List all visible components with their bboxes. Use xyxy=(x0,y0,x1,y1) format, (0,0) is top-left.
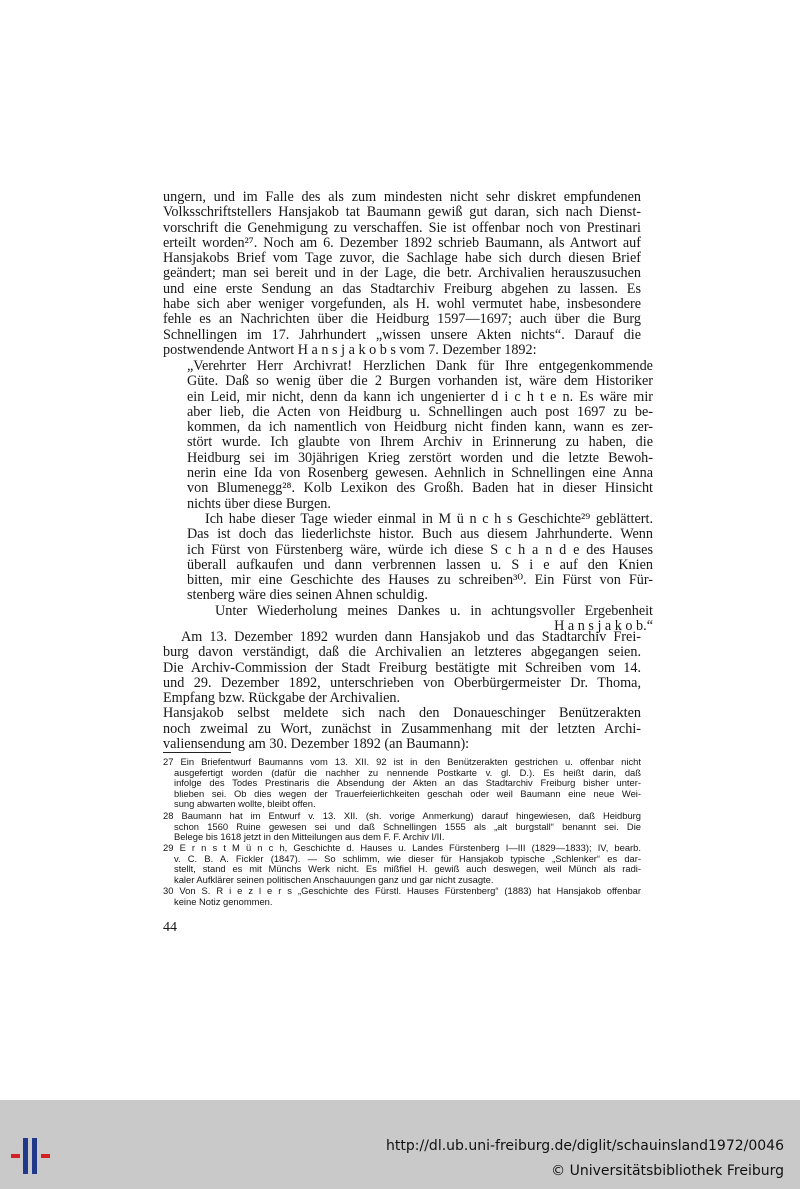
text-line: burg davon verständigt, daß die Archivalien an letzteres abgegangen seien. xyxy=(163,645,641,661)
footnote-divider xyxy=(163,752,231,753)
text-line: Hansjakob selbst meldete sich nach den Donaueschinger Benützerakten xyxy=(163,706,641,722)
page-number: 44 xyxy=(163,920,177,935)
quoted-letter xyxy=(175,359,653,634)
footnote-number: 28 xyxy=(163,811,174,821)
footnote-line: ausgefertigt worden (dafür die nachher zu nennende Postkarte v. gl. D.). Es heißt darin, daß xyxy=(174,767,641,778)
footnote-number: 29 xyxy=(163,843,174,853)
footnote-line: v. C. B. A. Fickler (1847). — So schlimm, wie dieser für Hansjakob typische „Schlenker“ es dar- xyxy=(174,853,641,864)
text-line: habe sich aber weniger vorgefunden, als H. wohl vermutet habe, insbesondere xyxy=(163,297,641,313)
footnote-line: kaler Aufklärer seinen politischen Anschauungen ganz und gar nicht zusagte. xyxy=(174,874,494,885)
footnote-30 xyxy=(163,886,641,907)
quote-line: Das ist doch das liederlichste histor. Buch aus diesem Jahrhunderte. Wenn xyxy=(187,527,653,543)
closing-paragraph xyxy=(163,630,641,752)
quote-line: bitten, mir eine Geschichte des Hauses zu schreiben³⁰. Ein Fürst von Für- xyxy=(187,573,653,589)
quote-line: von Blumenegg²⁸. Kolb Lexikon des Großh. Baden hat in dieser Hinsicht xyxy=(187,481,653,497)
footnote-line: stellt, stand es mit Münchs Werk nicht. Es mißfiel H. gewiß auch deswegen, weil Münch als radi- xyxy=(174,864,641,875)
quote-line: ein Leid, mir nicht, denn da kann ich ungenierter d i c h t e n. Es wäre mir xyxy=(187,389,653,405)
logo-red-dash xyxy=(41,1154,50,1158)
text-line: fehle es an Nachrichten über die Heidburg 1597—1697; auch über die Burg xyxy=(163,312,641,328)
ub-freiburg-logo-icon[interactable] xyxy=(10,1136,54,1178)
logo-blue-bar xyxy=(32,1138,37,1174)
footnote-line xyxy=(163,843,641,854)
text-line: Empfang bzw. Rückgabe der Archivalien. xyxy=(163,691,401,707)
quote-line: aber lieb, die Acten von Heidburg u. Schnellingen auch post 1697 zu be- xyxy=(187,404,653,420)
text-line: Am 13. Dezember 1892 wurden dann Hansjakob und das Stadtarchiv Frei- xyxy=(181,630,641,645)
quote-line: stört wurde. Ich glaubte von Ihrem Archiv in Erinnerung zu haben, die xyxy=(187,435,653,451)
text-line: Volksschriftstellers Hansjakob tat Baumann gewiß gut daran, sich nach Dienst- xyxy=(163,205,641,221)
text-line: postwendende Antwort H a n s j a k o b s vom 7. Dezember 1892: xyxy=(163,342,537,358)
footnote-line: keine Notiz genommen. xyxy=(174,896,273,907)
text-line: Hansjakobs Brief vom Tage zuvor, die Sachlage habe sich durch diesen Brief xyxy=(163,251,641,267)
footnote-number: 27 xyxy=(163,757,174,767)
text-line: Schnellingen im 17. Jahrhundert „wissen unsere Akten nichts“. Darauf die xyxy=(163,327,641,343)
footnote-line: schon 1560 Ruine gewesen sei und daß Schnellingen 1555 als „alt burgstall“ benannt sei. Die xyxy=(174,821,641,832)
closing-line: Unter Wiederholung meines Dankes u. in achtungsvoller Ergebenheit xyxy=(215,603,653,619)
footnote-29 xyxy=(163,843,641,885)
text-line: geändert; man sei bereit und in der Lage, die betr. Archivalien herauszusuchen xyxy=(163,266,641,282)
signature-line: H a n s j a k o b.“ xyxy=(554,619,653,635)
quote-line: kommen, da ich namentlich von Heidburg nicht finden kann, wann es zer- xyxy=(187,420,653,436)
quote-line: Ich habe dieser Tage wieder einmal in M ü n c h s Geschichte²⁹ geblättert. xyxy=(205,511,653,527)
footnote-line: infolge des Todes Prestinaris die Absendung der Akten an das Stadtarchiv Freiburg bisher unter- xyxy=(174,778,641,789)
footnote-line: Belege bis 1618 jetzt in den Mitteilungen aus dem F. F. Archiv I/II. xyxy=(174,832,445,843)
quote-line: überall aufkaufen und dann verbrennen lassen u. S i e auf den Knien xyxy=(187,557,653,573)
footnote-line xyxy=(163,811,641,822)
footnote-number: 30 xyxy=(163,886,174,896)
footnote-line xyxy=(163,886,641,897)
quote-line: Güte. Daß so wenig über die 2 Burgen vorhanden ist, wäre dem Historiker xyxy=(187,374,653,390)
text-line: erteilt worden²⁷. Noch am 6. Dezember 1892 schrieb Baumann, als Antwort auf xyxy=(163,235,641,251)
footnote-27 xyxy=(163,757,641,810)
footnote-text: Baumann hat im Entwurf v. 13. XII. (sh. vorige Anmerkung) darauf hingewiesen, daß Heidburg xyxy=(181,811,641,821)
logo-red-dash xyxy=(11,1154,20,1158)
text-line: und 29. Dezember 1892, unterschrieben von Oberbürgermeister Dr. Thoma, xyxy=(163,675,641,691)
text-line: vorschrift die Genehmigung zu verschaffen. Sie ist offenbar noch von Prestinari xyxy=(163,220,641,236)
text-line: noch zweimal zu Wort, zunächst in Zusammenhang mit der letzten Archi- xyxy=(163,721,641,737)
copyright-text: © Universitätsbibliothek Freiburg xyxy=(551,1163,784,1179)
quote-line: Heidburg sei im 30jährigen Krieg zerstört worden und die letzte Bewoh- xyxy=(187,450,653,466)
document-url-link[interactable]: http://dl.ub.uni-freiburg.de/diglit/schauinsland1972/0046 xyxy=(386,1138,784,1154)
text-line: und eine erste Sendung an das Stadtarchiv Freiburg abgehen zu lassen. Es xyxy=(163,281,641,297)
quote-line: ich Fürst von Fürstenberg wäre, würde ich diese S c h a n d e des Hauses xyxy=(187,542,653,558)
footnote-text: E r n s t M ü n c h, Geschichte d. Hauses u. Landes Fürstenberg I—III (1829—1833); IV, bearb. xyxy=(179,843,641,853)
footnote-line: sung abwarten wollte, bleibt offen. xyxy=(174,799,316,810)
quote-line: nichts über diese Burgen. xyxy=(187,496,331,512)
text-line: Die Archiv-Commission der Stadt Freiburg bestätigte mit Schreiben vom 14. xyxy=(163,660,641,676)
footnote-28 xyxy=(163,811,641,843)
main-paragraph xyxy=(163,190,641,358)
text-line: ungern, und im Falle des als zum mindesten nicht sehr diskret empfundenen xyxy=(163,190,641,205)
footnote-line: blieben sei. Ob dies wegen der Trauerfeierlichkeiten geschah oder weil Baumann eine neue Wei- xyxy=(174,788,641,799)
logo-blue-bar xyxy=(23,1138,28,1174)
quote-line: nerin eine Ida von Rosenberg gewesen. Aehnlich in Schnellingen eine Anna xyxy=(187,466,653,482)
footnote-text: Von S. R i e z l e r s „Geschichte des Fürstl. Hauses Fürstenberg“ (1883) hat Hansjakob offenbar xyxy=(179,886,641,896)
text-line: valiensendung am 30. Dezember 1892 (an Baumann): xyxy=(163,737,470,753)
footnote-line xyxy=(163,757,641,768)
quote-line: stenberg wäre dies seinen Ahnen schuldig. xyxy=(187,588,428,604)
quote-line: „Verehrter Herr Archivrat! Herzlichen Dank für Ihre entgegenkommende xyxy=(187,359,653,374)
footnote-text: Ein Briefentwurf Baumanns vom 13. XII. 92 ist in den Benützerakten gestrichen u. offenbar nicht xyxy=(180,757,641,767)
